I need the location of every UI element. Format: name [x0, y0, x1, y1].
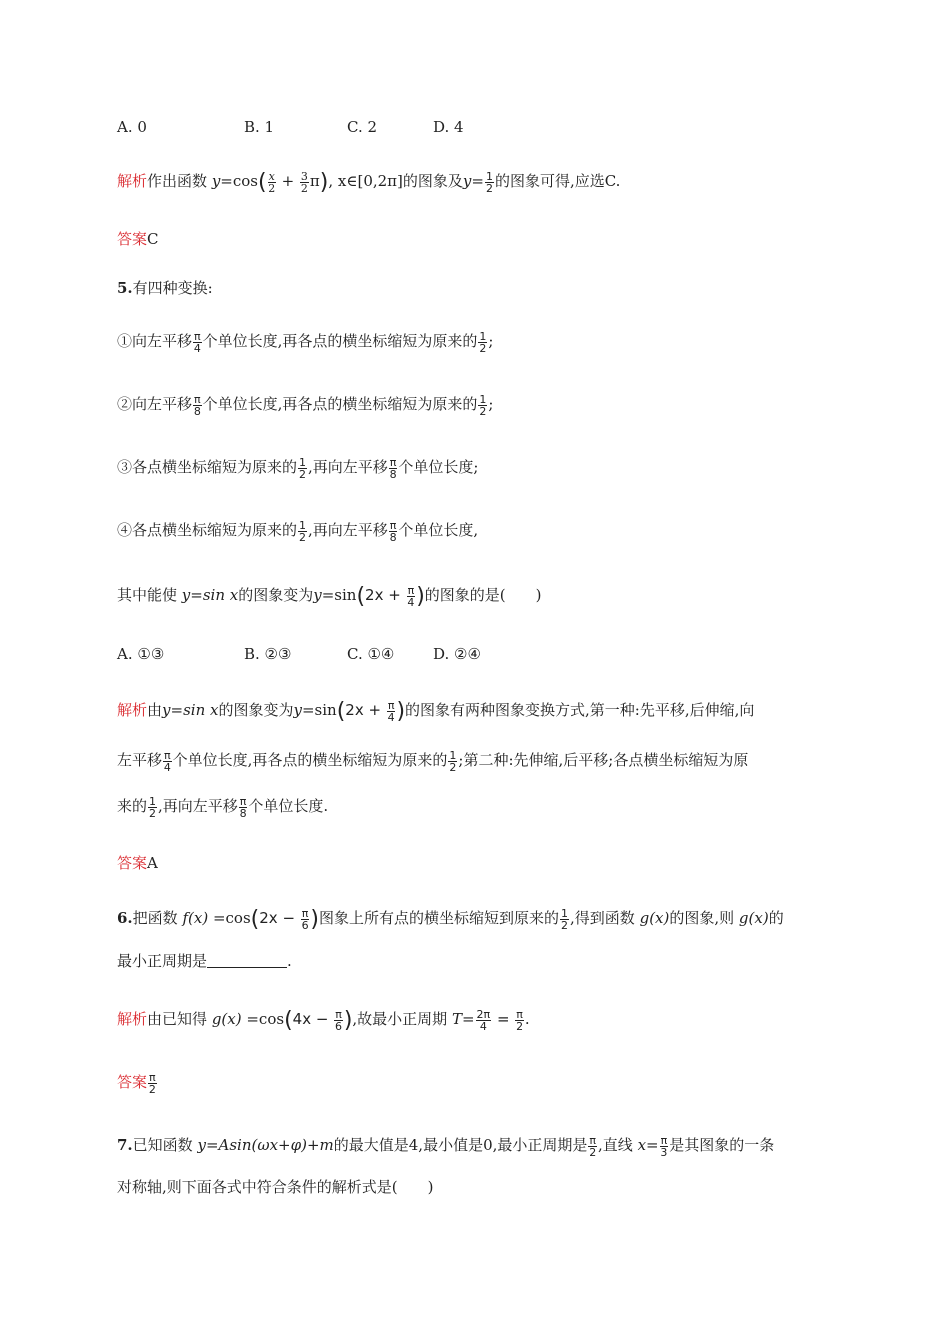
paren-close: ): [319, 170, 329, 195]
q5-option-a: A. ①③: [117, 645, 165, 663]
frac-den: 2: [268, 181, 276, 195]
frac-den: 6: [301, 918, 309, 932]
frac-num: 1: [149, 794, 157, 808]
math-gx: g(x): [639, 909, 670, 927]
frac-num: π: [301, 906, 309, 920]
q6-stem-c: ,得到函数: [570, 909, 635, 927]
q5-answer-label: 答案: [117, 854, 148, 872]
math-cos: cos: [258, 1010, 285, 1028]
q4-analysis-text-1: 作出函数: [147, 172, 208, 190]
q4-analysis-label: 解析: [117, 172, 148, 190]
q6-number: 6.: [117, 909, 133, 927]
frac-pi-4: [387, 700, 396, 723]
q6-stem-line-1: [117, 907, 784, 931]
q7-stem-line-2: [117, 1176, 433, 1198]
math-x-eq: x=: [637, 1136, 659, 1154]
q5-item4-a: ④各点横坐标缩短为原来的: [117, 521, 298, 539]
q6-analysis-label: 解析: [117, 1010, 148, 1028]
q6-analysis: [117, 1008, 530, 1032]
paren-open: (: [356, 584, 366, 609]
frac-x-2: [268, 171, 276, 194]
frac-num: π: [389, 455, 397, 469]
q6-analysis-b: ,故最小正周期: [352, 1010, 448, 1028]
q4-answer: [117, 228, 159, 250]
frac-pi-8: [389, 457, 398, 480]
q5-analysis-2c: ;第二种:先伸缩,后平移;各点横坐标缩短为原: [458, 751, 749, 769]
q7-stem-d: 是其图象的一条: [669, 1136, 775, 1154]
math-2x-minus: 2x −: [259, 909, 300, 927]
frac-pi-6: [334, 1009, 343, 1032]
frac-den: 2: [485, 181, 493, 195]
frac-num: 1: [479, 392, 487, 406]
q5-item-1: [117, 330, 493, 354]
paren-close: ): [416, 584, 425, 609]
q5-analysis-3b: ,再向左平移: [158, 797, 238, 815]
q6-stem-d: 的图象,则: [669, 909, 735, 927]
frac-den: 4: [407, 595, 415, 609]
frac-pi-4: [193, 331, 202, 354]
q6-stem-line-2: [117, 950, 292, 972]
math-gx-eq: g(x) =: [211, 1010, 259, 1028]
q5-analysis-2b: 个单位长度,再各点的横坐标缩短为原来的: [172, 751, 448, 769]
frac-den: 4: [193, 341, 201, 355]
frac-den: 2: [449, 760, 457, 774]
q7-number: 7.: [117, 1136, 133, 1154]
q4-analysis-text-2: , x∈[0,2π]的图象及: [328, 172, 463, 190]
frac-den: 4: [479, 1019, 487, 1033]
q5-analysis-3a: 来的: [117, 797, 148, 815]
q5-analysis-1a: 由: [147, 701, 163, 719]
frac-den: 2: [299, 530, 307, 544]
q5-item4-b: ,再向左平移: [308, 521, 388, 539]
math-y-eq: y=: [313, 586, 335, 604]
math-equals: =: [492, 1010, 515, 1028]
q5-answer: [117, 852, 158, 874]
math-fx: f(x) =: [182, 909, 226, 927]
frac-pi-4: [407, 585, 416, 608]
frac-num: π: [335, 1007, 342, 1021]
math-y-eq: y=: [211, 172, 233, 190]
math-2x-plus: 2x +: [345, 701, 386, 719]
frac-pi-8: [389, 520, 398, 543]
frac-pi-2: [148, 1072, 157, 1095]
frac-den: 6: [335, 1019, 342, 1033]
frac-num: 1: [449, 748, 457, 762]
q6-analysis-end: .: [524, 1010, 530, 1028]
math-sin-x: y=sin x: [181, 586, 239, 604]
q6-stem-line2: 最小正周期是: [117, 952, 208, 970]
frac-pi-2: [588, 1135, 597, 1158]
q5-stem-text: 有四种变换:: [132, 279, 213, 297]
frac-num: 1: [299, 518, 307, 532]
q7-stem-line2: 对称轴,则下面各式中符合条件的解析式是( ): [117, 1178, 434, 1196]
frac-den: 2: [149, 806, 157, 820]
math-plus: +: [276, 172, 299, 190]
q7-stem-line-1: [117, 1134, 774, 1158]
frac-num: 1: [299, 455, 307, 469]
frac-den: 2: [479, 404, 487, 418]
frac-pi-6: [301, 908, 310, 931]
math-y-eq: y=: [293, 701, 315, 719]
q4-option-b: B. 1: [244, 118, 275, 136]
q5-analysis-1c: 的图象有两种图象变换方式,第一种:先平移,后伸缩,向: [405, 701, 755, 719]
q6-answer: [117, 1071, 158, 1095]
q5-item-4: [117, 519, 478, 543]
frac-num: π: [516, 1007, 523, 1021]
frac-num: π: [660, 1133, 668, 1147]
math-pi: π: [309, 172, 320, 190]
frac-pi-4: [163, 750, 172, 773]
frac-num: π: [589, 1133, 597, 1147]
q7-stem-c: ,直线: [598, 1136, 633, 1154]
q4-option-a: A. 0: [117, 118, 147, 136]
q4-answer-label: 答案: [117, 230, 148, 248]
math-t-eq: T=: [451, 1010, 475, 1028]
q6-analysis-a: 由已知得: [147, 1010, 208, 1028]
q5-option-b: B. ②③: [244, 645, 292, 663]
q7-stem-a: 已知函数: [132, 1136, 193, 1154]
q4-option-c: C. 2: [347, 118, 378, 136]
q4-option-d: D. 4: [433, 118, 464, 136]
paren-close: ): [310, 907, 320, 932]
frac-den: 2: [299, 467, 307, 481]
q6-stem-a: 把函数: [132, 909, 178, 927]
frac-num: π: [239, 794, 247, 808]
frac-den: 2: [516, 1019, 524, 1033]
q6-stem-e: 的: [768, 909, 784, 927]
math-cos: cos: [225, 909, 251, 927]
frac-num: 2π: [476, 1007, 491, 1021]
q7-stem-b: 的最大值是4,最小值是0,最小正周期是: [333, 1136, 588, 1154]
frac-num: π: [194, 392, 201, 406]
q5-number: 5.: [117, 279, 133, 297]
q5-question-c: 的图象的是( ): [424, 586, 542, 604]
q5-item1-a: ①向左平移: [117, 332, 193, 350]
frac-num: 1: [479, 329, 487, 343]
frac-den: 8: [389, 530, 397, 544]
frac-den: 8: [389, 467, 397, 481]
math-cos: cos: [232, 172, 258, 190]
frac-half: [478, 331, 487, 354]
q5-item4-c: 个单位长度,: [398, 521, 479, 539]
q4-analysis-text-3: 的图象可得,应选C.: [494, 172, 621, 190]
math-gx: g(x): [738, 909, 769, 927]
frac-num: π: [194, 329, 201, 343]
q5-option-d: D. ②④: [433, 645, 481, 663]
q5-question-a: 其中能使: [117, 586, 178, 604]
frac-den: 3: [660, 1145, 668, 1159]
math-a-sin: y=Asin(ωx+φ)+m: [197, 1136, 334, 1154]
frac-pi-3: [660, 1135, 669, 1158]
math-sin-x: y=sin x: [162, 701, 219, 719]
frac-2pi-4: [476, 1009, 492, 1032]
q4-analysis: [117, 170, 620, 194]
paren-open: (: [336, 699, 346, 724]
math-2x-plus: 2x +: [365, 586, 406, 604]
q6-stem-line2-end: .: [287, 952, 292, 970]
frac-den: 8: [239, 806, 247, 820]
frac-half: [448, 750, 457, 773]
q5-item1-b: 个单位长度,再各点的横坐标缩短为原来的: [202, 332, 478, 350]
q5-answer-value: A: [147, 854, 158, 872]
math-y-eq: y=: [462, 172, 484, 190]
frac-num: π: [387, 698, 395, 712]
math-sin: sin: [314, 701, 337, 719]
frac-half: [298, 520, 307, 543]
q5-analysis-line-3: [117, 795, 328, 819]
q5-item-2: [117, 393, 493, 417]
frac-den: 2: [148, 1082, 156, 1096]
paren-open: (: [258, 170, 267, 195]
frac-den: 2: [561, 918, 569, 932]
paren-open: (: [250, 907, 260, 932]
q5-stem: [117, 277, 213, 299]
frac-num: π: [164, 748, 171, 762]
frac-den: 4: [163, 760, 171, 774]
frac-den: 4: [387, 710, 395, 724]
q5-item2-b: 个单位长度,再各点的横坐标缩短为原来的: [202, 395, 478, 413]
math-sin: sin: [334, 586, 357, 604]
q5-analysis-3c: 个单位长度.: [248, 797, 329, 815]
q5-analysis-label: 解析: [117, 701, 148, 719]
frac-den: 2: [300, 181, 308, 195]
q5-item1-c: ;: [488, 332, 494, 350]
frac-half: [478, 394, 487, 417]
q5-analysis-line-2: [117, 749, 748, 773]
q6-answer-blank[interactable]: [207, 953, 287, 968]
frac-num: 3: [300, 169, 308, 183]
frac-den: 8: [193, 404, 201, 418]
q5-item2-a: ②向左平移: [117, 395, 193, 413]
q6-stem-b: 图象上所有点的横坐标缩短到原来的: [319, 909, 560, 927]
q5-analysis-line-1: [117, 699, 754, 723]
paren-open: (: [284, 1008, 293, 1033]
frac-3-2: [300, 171, 309, 194]
q5-question: [117, 584, 542, 608]
math-4x-minus: 4x −: [292, 1010, 334, 1028]
q6-answer-label: 答案: [117, 1073, 148, 1091]
q5-item3-a: ③各点横坐标缩短为原来的: [117, 458, 298, 476]
q5-analysis-1b: 的图象变为: [218, 701, 294, 719]
q5-item-3: [117, 456, 478, 480]
q4-answer-value: C: [147, 230, 159, 248]
frac-num: π: [407, 583, 415, 597]
frac-half: [560, 908, 569, 931]
frac-num: x: [268, 169, 275, 183]
frac-pi-2: [515, 1009, 524, 1032]
q5-question-b: 的图象变为: [238, 586, 314, 604]
frac-half: [298, 457, 307, 480]
frac-pi-8: [193, 394, 202, 417]
frac-num: 1: [485, 169, 493, 183]
frac-half: [485, 171, 494, 194]
paren-close: ): [396, 699, 406, 724]
frac-den: 2: [479, 341, 487, 355]
frac-num: 1: [561, 906, 569, 920]
q5-item3-c: 个单位长度;: [398, 458, 479, 476]
paren-close: ): [343, 1008, 353, 1033]
frac-num: π: [389, 518, 397, 532]
q5-analysis-2a: 左平移: [117, 751, 163, 769]
frac-num: π: [149, 1070, 156, 1084]
frac-pi-8: [239, 796, 248, 819]
q5-item2-c: ;: [488, 395, 494, 413]
q5-item3-b: ,再向左平移: [308, 458, 388, 476]
frac-half: [148, 796, 157, 819]
frac-den: 2: [589, 1145, 597, 1159]
q5-option-c: C. ①④: [347, 645, 395, 663]
